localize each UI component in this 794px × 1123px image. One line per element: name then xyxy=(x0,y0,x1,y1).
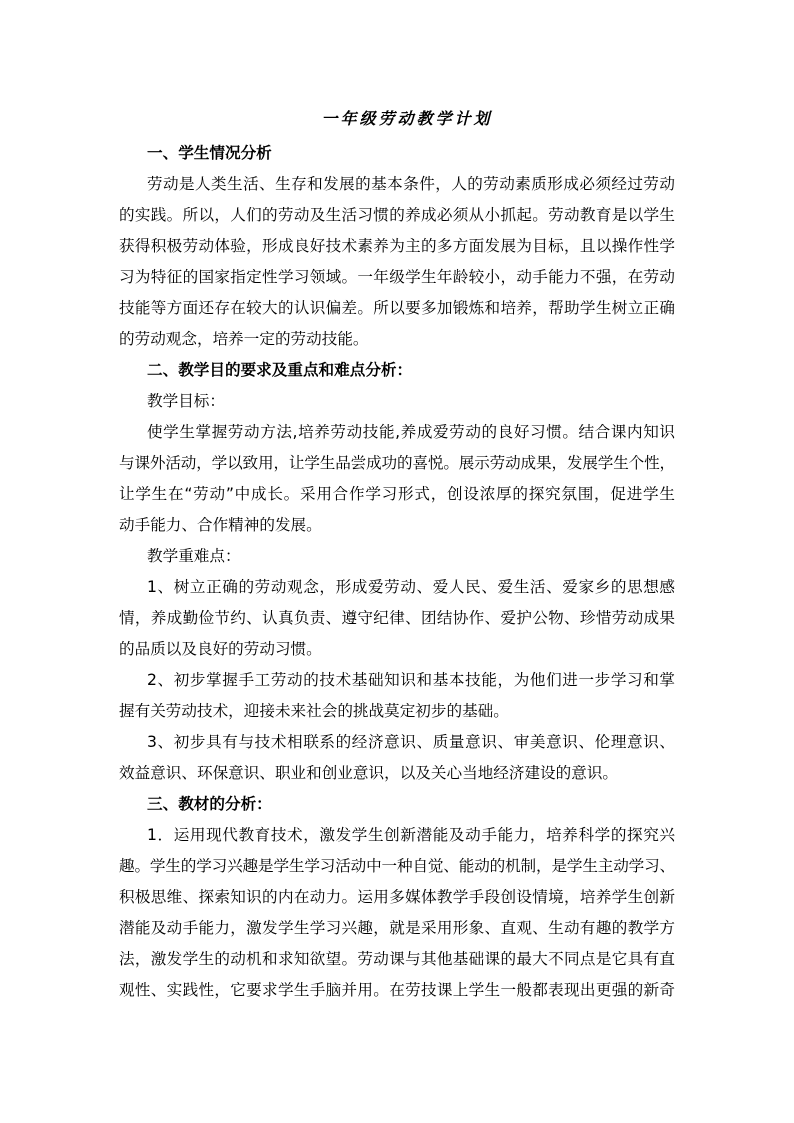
key-point-2 xyxy=(119,665,675,727)
text-line: 潜能及动手能力，激发学生学习兴趣，就是采用形象、直观、生动有趣的教学方 xyxy=(119,919,675,937)
text-line: 1．运用现代教育技术，激发学生创新潜能及动手能力，培养科学的探究兴 xyxy=(147,826,675,844)
key-point-3 xyxy=(119,727,675,789)
section1-paragraph xyxy=(119,169,675,355)
section-heading-student-analysis: 一、学生情况分析 xyxy=(147,144,272,162)
key-points-label: 教学重难点： xyxy=(147,547,241,565)
section-heading-teaching-goals: 二、教学目的要求及重点和难点分析： xyxy=(147,361,413,379)
text-line: 与课外活动，学以致用，让学生品尝成功的喜悦。展示劳动成果，发展学生个性， xyxy=(119,454,675,472)
text-line: 2、初步掌握手工劳动的技术基础知识和基本技能，为他们进一步学习和掌 xyxy=(147,671,675,689)
text-line: 使学生掌握劳动方法,培养劳动技能,养成爱劳动的良好习惯。结合课内知识 xyxy=(147,423,675,441)
text-line: 习为特征的国家指定性学习领域。一年级学生年龄较小，动手能力不强，在劳动 xyxy=(119,268,675,286)
text-line: 的品质以及良好的劳动习惯。 xyxy=(119,640,322,658)
text-line: 劳动是人类生活、生存和发展的基本条件，人的劳动素质形成必须经过劳动 xyxy=(147,175,675,193)
text-line: 动手能力、合作精神的发展。 xyxy=(119,516,322,534)
section-heading-textbook-analysis: 三、教材的分析： xyxy=(147,795,272,813)
text-line: 效益意识、环保意识、职业和创业意识，以及关心当地经济建设的意识。 xyxy=(119,764,619,782)
section3-paragraph xyxy=(119,820,675,1006)
text-line: 让学生在“劳动”中成长。采用合作学习形式，创设浓厚的探究氛围，促进学生 xyxy=(119,485,675,503)
document-body xyxy=(119,108,675,1006)
text-line: 1、树立正确的劳动观念，形成爱劳动、爱人民、爱生活、爱家乡的思想感 xyxy=(147,578,675,596)
text-line: 观性、实践性，它要求学生手脑并用。在劳技课上学生一般都表现出更强的新奇 xyxy=(119,981,675,999)
text-line: 握有关劳动技术，迎接未来社会的挑战莫定初步的基础。 xyxy=(119,702,509,720)
document-title: 一年级劳动教学计划 xyxy=(321,109,493,128)
text-line: 的劳动观念，培养一定的劳动技能。 xyxy=(119,330,369,348)
text-line: 趣。学生的学习兴趣是学生学习活动中一种自觉、能动的机制，是学生主动学习、 xyxy=(119,857,675,875)
text-line: 积极思维、探索知识的内在动力。运用多媒体教学手段创设情境，培养学生创新 xyxy=(119,888,675,906)
text-line: 情，养成勤俭节约、认真负责、遵守纪律、团结协作、爱护公物、珍惜劳动成果 xyxy=(119,609,675,627)
text-line: 法，激发学生的动机和求知欲望。劳动课与其他基础课的最大不同点是它具有直 xyxy=(119,950,675,968)
text-line: 获得积极劳动体验，形成良好技术素养为主的多方面发展为目标，且以操作性学 xyxy=(119,237,675,255)
text-line: 3、初步具有与技术相联系的经济意识、质量意识、审美意识、伦理意识、 xyxy=(147,733,675,751)
text-line: 的实践。所以，人们的劳动及生活习惯的养成必须从小抓起。劳动教育是以学生 xyxy=(119,206,675,224)
goal-paragraph xyxy=(119,417,675,541)
goal-label: 教学目标： xyxy=(147,392,225,410)
text-line: 技能等方面还存在较大的认识偏差。所以要多加锻炼和培养，帮助学生树立正确 xyxy=(119,299,675,317)
key-point-1 xyxy=(119,572,675,665)
